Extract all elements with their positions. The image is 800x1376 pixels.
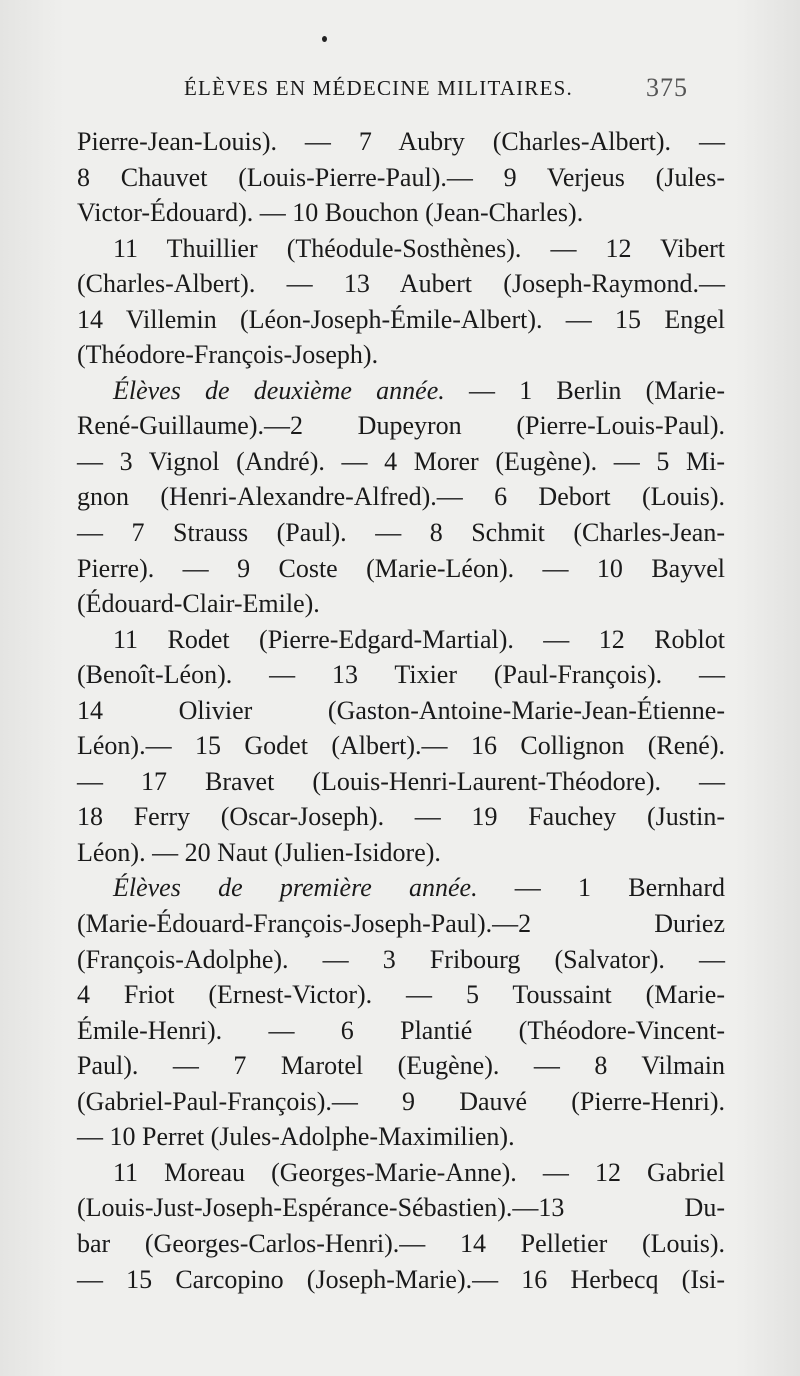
text-line: Émile-Henri). — 6 Plantié (Théodore-Vincent- <box>77 1015 725 1045</box>
text-line: Léon).— 15 Godet (Albert).— 16 Collignon (René). <box>77 731 725 761</box>
text-line: 14 Olivier (Gaston-Antoine-Marie-Jean-Étienne- <box>77 695 725 725</box>
text-line: Paul). — 7 Marotel (Eugène). — 8 Vilmain <box>77 1051 725 1081</box>
text-line: — 17 Bravet (Louis-Henri-Laurent-Théodore). — <box>77 766 725 796</box>
text-line: 11 Rodet (Pierre-Edgard-Martial). — 12 Roblot <box>113 624 725 654</box>
print-speck <box>322 36 327 42</box>
text-line: (Gabriel-Paul-François).— 9 Dauvé (Pierre-Henri). <box>77 1086 725 1116</box>
page-number: 375 <box>646 73 688 102</box>
section-title: Élèves de première année. <box>113 873 478 903</box>
text-line: 11 Moreau (Georges-Marie-Anne). — 12 Gabriel <box>113 1157 725 1187</box>
text-line: (Édouard-Clair-Emile). <box>77 589 320 619</box>
text-line: 18 Ferry (Oscar-Joseph). — 19 Fauchey (Justin- <box>77 802 725 832</box>
text-line: Léon). — 20 Naut (Julien-Isidore). <box>77 837 441 867</box>
text-line: bar (Georges-Carlos-Henri).— 14 Pelletier (Louis). <box>77 1228 725 1258</box>
text-line: 11 Thuillier (Théodule-Sosthènes). — 12 Vibert <box>113 233 725 263</box>
text-line: 8 Chauvet (Louis-Pierre-Paul).— 9 Verjeus (Jules- <box>77 162 725 192</box>
text-line: — 3 Vignol (André). — 4 Morer (Eugène). — 5 Mi- <box>77 446 725 476</box>
section-title: Élèves de deuxième année. <box>113 375 445 405</box>
text-line: (Théodore-François-Joseph). <box>77 340 379 370</box>
text-line: (Benoît-Léon). — 13 Tixier (Paul-François). — <box>77 660 725 690</box>
text-line: Victor-Édouard). — 10 Bouchon (Jean-Charles). <box>77 198 584 228</box>
text-line: (Louis-Just-Joseph-Espérance-Sébastien).—13 Du- <box>77 1193 725 1223</box>
text-line: (Marie-Édouard-François-Joseph-Paul).—2 Duriez <box>77 909 725 939</box>
text-line: Pierre-Jean-Louis). — 7 Aubry (Charles-Albert). — <box>77 127 725 156</box>
text-line: René-Guillaume).—2 Dupeyron (Pierre-Louis-Paul). <box>77 411 725 441</box>
text-line: (François-Adolphe). — 3 Fribourg (Salvator). — <box>77 944 725 974</box>
text-line: Pierre). — 9 Coste (Marie-Léon). — 10 Bayvel <box>77 553 725 583</box>
text-line: 14 Villemin (Léon-Joseph-Émile-Albert). — 15 Engel <box>77 304 725 334</box>
text-line: (Charles-Albert). — 13 Aubert (Joseph-Raymond.— <box>77 269 725 299</box>
running-header <box>0 73 800 106</box>
running-title: ÉLÈVES EN MÉDECINE MILITAIRES. <box>184 76 573 100</box>
body-text <box>77 124 725 1297</box>
section-heading-first-year: Élèves de première année. — 1 Bernhard <box>113 873 725 903</box>
text-line: 4 Friot (Ernest-Victor). — 5 Toussaint (Marie- <box>77 980 725 1010</box>
text-line: — 10 Perret (Jules-Adolphe-Maximilien). <box>77 1122 515 1152</box>
text-line: — 7 Strauss (Paul). — 8 Schmit (Charles-Jean- <box>77 518 725 548</box>
text-line: gnon (Henri-Alexandre-Alfred).— 6 Debort (Louis). <box>77 482 725 512</box>
section-heading-second-year: Élèves de deuxième année. — 1 Berlin (Marie- <box>113 375 725 405</box>
text-line: — 15 Carcopino (Joseph-Marie).— 16 Herbecq (Isi- <box>77 1264 725 1294</box>
